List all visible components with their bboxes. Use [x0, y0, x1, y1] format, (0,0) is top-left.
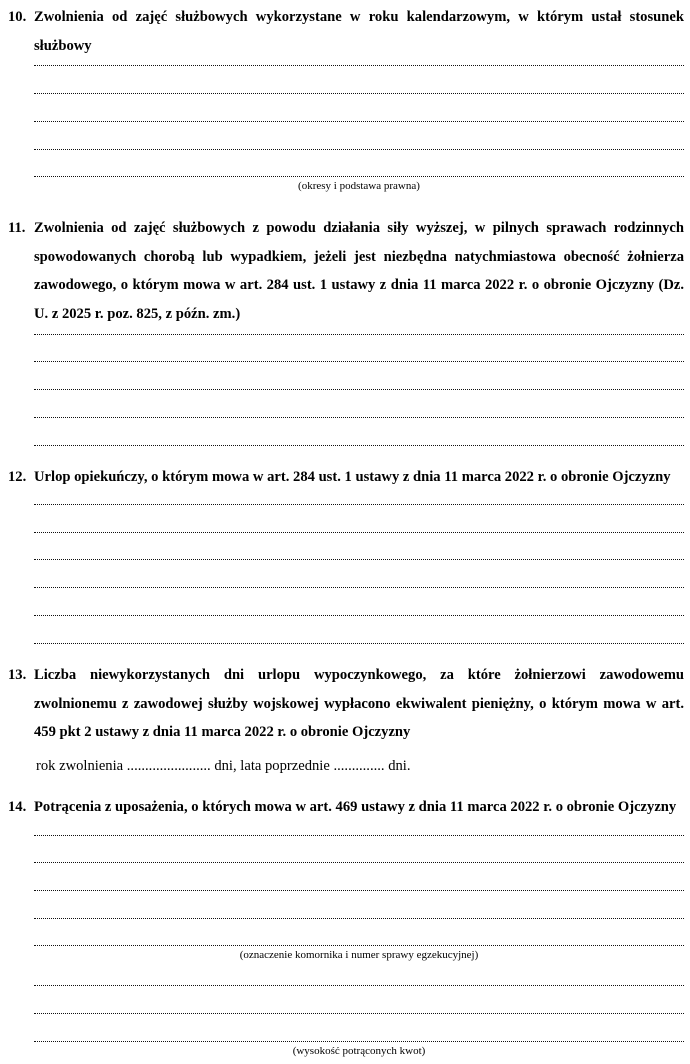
fill-line[interactable] [34, 445, 684, 446]
section-header [0, 214, 690, 328]
fill-line[interactable] [34, 835, 684, 836]
fill-line[interactable] [34, 504, 684, 505]
section-title: Liczba niewykorzystanych dni urlopu wypoczynkowego, za które żołnierzowi zawodowemu zwolnionemu z zawodowej służby wojskowej wypłacono ekwiwalent pieniężny, o którym mowa w art. 459 pkt 2 ustawy z dnia 11 marca 2022 r. o obronie Ojczyzny [34, 667, 684, 740]
section-title: Zwolnienia od zajęć służbowych wykorzystane w roku kalendarzowym, w którym ustał stosunek służbowy [34, 9, 684, 54]
fill-line[interactable] [34, 65, 684, 66]
fill-line[interactable] [34, 587, 684, 588]
section-number: 10. [8, 9, 27, 25]
section-title: Potrącenia z uposażenia, o których mowa w art. 469 ustawy z dnia 11 marca 2022 r. o obronie Ojczyzny [34, 799, 677, 815]
fill-line[interactable] [34, 615, 684, 616]
section-14 [0, 793, 690, 822]
field-caption: (okresy i podstawa prawna) [298, 180, 420, 192]
section-header [0, 463, 690, 492]
fill-line[interactable] [34, 890, 684, 891]
unused-leave-days-line[interactable]: rok zwolnienia ....................... dni, lata poprzednie .............. dni. [36, 758, 411, 774]
section-number: 14. [8, 799, 27, 815]
section-13 [0, 661, 690, 747]
fill-line[interactable] [34, 417, 684, 418]
section-header [0, 661, 690, 747]
fill-line[interactable] [34, 559, 684, 560]
section-10 [0, 3, 690, 60]
section-number: 12. [8, 469, 27, 485]
fill-line[interactable] [34, 121, 684, 122]
fill-line[interactable] [34, 985, 684, 986]
fill-line[interactable] [34, 532, 684, 533]
fill-line[interactable] [34, 176, 684, 177]
field-caption: (wysokość potrąconych kwot) [292, 1045, 426, 1057]
section-12 [0, 463, 690, 492]
fill-line[interactable] [34, 361, 684, 362]
fill-line[interactable] [34, 334, 684, 335]
section-header [0, 793, 690, 822]
section-11 [0, 214, 690, 328]
field-caption: (oznaczenie komornika i numer sprawy egzekucyjnej) [239, 949, 479, 961]
section-title: Urlop opiekuńczy, o którym mowa w art. 284 ust. 1 ustawy z dnia 11 marca 2022 r. o obronie Ojczyzny [34, 469, 671, 485]
section-header [0, 3, 690, 60]
section-number: 13. [8, 667, 27, 683]
fill-line[interactable] [34, 1013, 684, 1014]
fill-line[interactable] [34, 643, 684, 644]
fill-line[interactable] [34, 945, 684, 946]
section-title: Zwolnienia od zajęć służbowych z powodu działania siły wyższej, w pilnych sprawach rodzinnych spowodowanych chorobą lub wypadkiem, jeżeli jest niezbędna natychmiastowa obecność żołnierza zawodowego, o którym mowa w art. 284 ust. 1 ustawy z dnia 11 marca 2022 r. o obronie Ojczyzny (Dz. U. z 2025 r. poz. 825, z późn. zm.) [34, 220, 684, 322]
fill-line[interactable] [34, 862, 684, 863]
fill-line[interactable] [34, 1041, 684, 1042]
fill-line[interactable] [34, 389, 684, 390]
fill-line[interactable] [34, 149, 684, 150]
fill-line[interactable] [34, 918, 684, 919]
section-number: 11. [8, 220, 26, 236]
fill-line[interactable] [34, 93, 684, 94]
